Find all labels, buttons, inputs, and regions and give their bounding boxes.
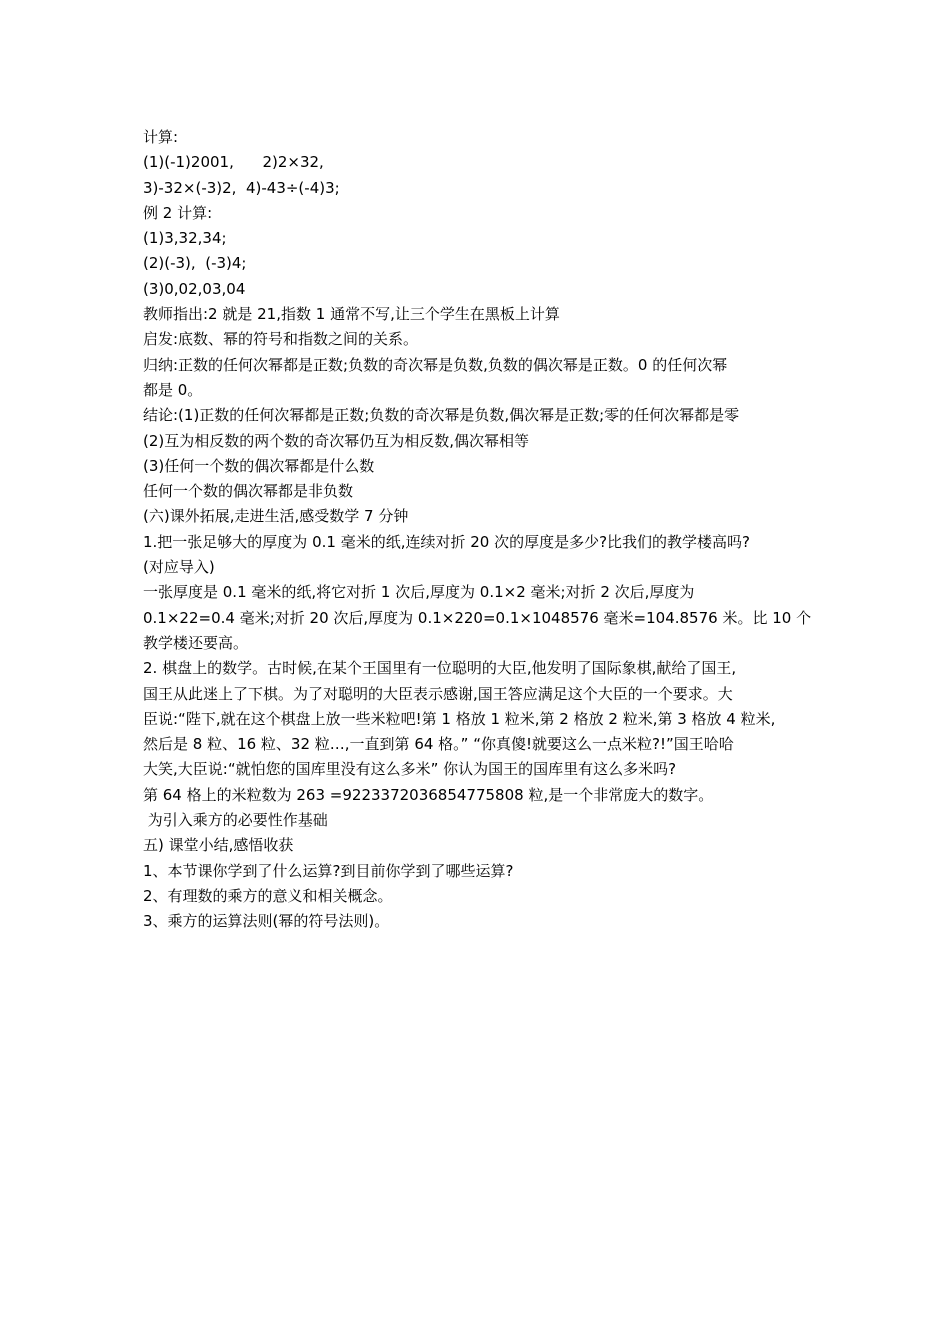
text-line: (1)3,32,34; [143, 229, 227, 248]
text-line: (六)课外拓展,走进生活,感受数学 7 分钟 [143, 507, 409, 526]
text-line: 大笑,大臣说:“就怕您的国库里没有这么多米” 你认为国王的国库里有这么多米吗? [143, 760, 677, 779]
text-line: (对应导入) [143, 558, 215, 577]
text-line: 例 2 计算: [143, 203, 213, 222]
text-line: 3、乘方的运算法则(幂的符号法则)。 [143, 912, 390, 931]
text-line: 2、有理数的乘方的意义和相关概念。 [143, 886, 393, 905]
text-line: 臣说:“陛下,就在这个棋盘上放一些米粒吧!第 1 格放 1 粒米,第 2 格放 2 粒米,第 3 格放 4 粒米, [143, 709, 776, 728]
text-line: 0.1×22=0.4 毫米;对折 20 次后,厚度为 0.1×220=0.1×1048576 毫米=104.8576 米。比 10 个 [143, 608, 812, 627]
text-line: 教师指出:2 就是 21,指数 1 通常不写,让三个学生在黑板上计算 [143, 305, 560, 324]
document-body [143, 125, 823, 935]
text-line: 然后是 8 粒、16 粒、32 粒…,一直到第 64 格。” “你真傻!就要这么一点米粒?!”国王哈哈 [143, 735, 734, 754]
text-line: 3)-32×(-3)2, 4)-43÷(-4)3; [143, 178, 340, 197]
text-line: 计算: [143, 128, 179, 146]
text-line: 为引入乘方的必要性作基础 [143, 811, 328, 830]
text-line: 都是 0。 [143, 380, 203, 399]
text-line: 一张厚度是 0.1 毫米的纸,将它对折 1 次后,厚度为 0.1×2 毫米;对折 2 次后,厚度为 [143, 583, 695, 602]
text-line: 1.把一张足够大的厚度为 0.1 毫米的纸,连续对折 20 次的厚度是多少?比我们的教学楼高吗? [143, 532, 751, 551]
text-line: 1、本节课你学到了什么运算?到目前你学到了哪些运算? [143, 861, 514, 880]
text-line: 第 64 格上的米粒数为 263 =9223372036854775808 粒,是一个非常庞大的数字。 [143, 785, 714, 804]
text-line: 五) 课堂小结,感悟收获 [143, 836, 294, 855]
text-line: (2)互为相反数的两个数的奇次幂仍互为相反数,偶次幂相等 [143, 431, 530, 450]
text-line: 启发:底数、幂的符号和指数之间的关系。 [143, 330, 419, 349]
text-line: 国王从此迷上了下棋。为了对聪明的大臣表示感谢,国王答应满足这个大臣的一个要求。大 [143, 684, 733, 703]
text-line: (1)(-1)2001, 2)2×32, [143, 153, 324, 172]
text-line: 归纳:正数的任何次幂都是正数;负数的奇次幂是负数,负数的偶次幂是正数。0 的任何次幂 [143, 355, 728, 374]
text-line: (3)0,02,03,04 [143, 279, 246, 298]
text-line: 结论:(1)正数的任何次幂都是正数;负数的奇次幂是负数,偶次幂是正数;零的任何次幂都是零 [143, 406, 740, 425]
text-line: 2. 棋盘上的数学。古时候,在某个王国里有一位聪明的大臣,他发明了国际象棋,献给了国王, [143, 659, 737, 678]
text-line: (3)任何一个数的偶次幂都是什么数 [143, 456, 375, 475]
text-line: 教学楼还要高。 [143, 633, 249, 652]
text-line: (2)(-3), (-3)4; [143, 254, 247, 273]
text-line: 任何一个数的偶次幂都是非负数 [143, 482, 354, 501]
